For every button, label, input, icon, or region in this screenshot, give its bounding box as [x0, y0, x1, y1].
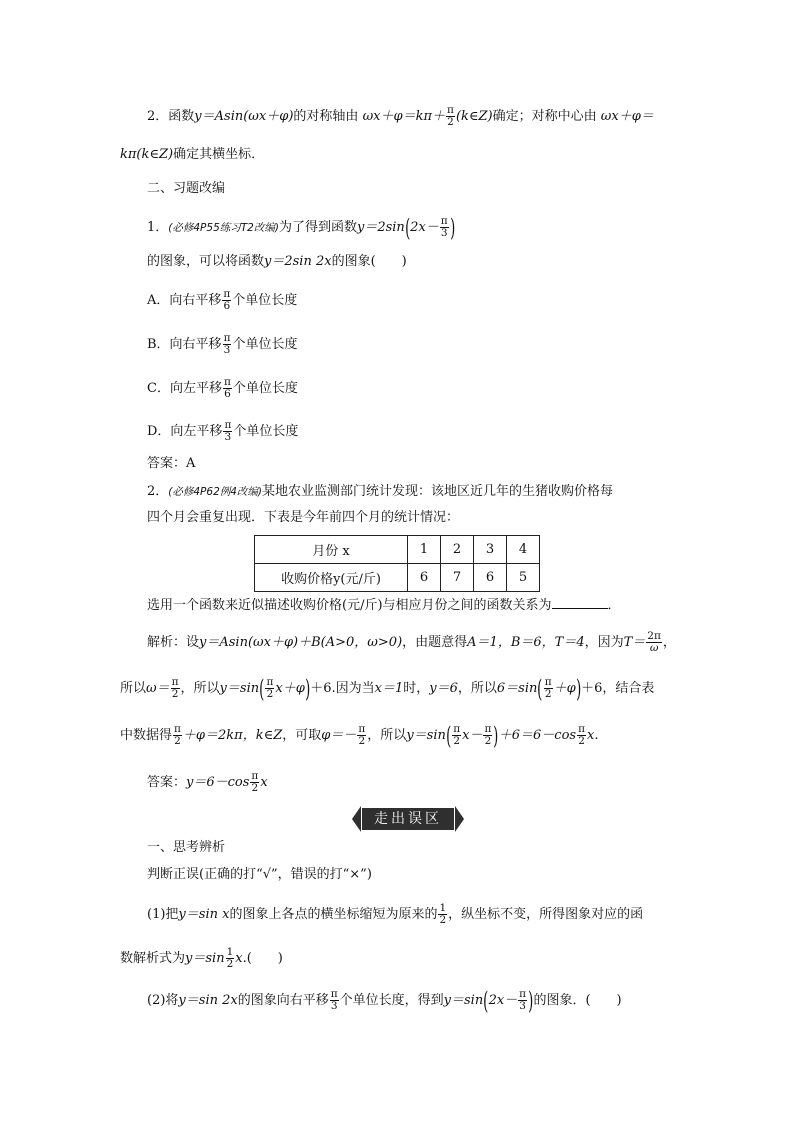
question-1-stem-cont	[147, 253, 407, 271]
answer-blank	[552, 594, 608, 609]
section-heading-exercises: 二、习题改编	[147, 181, 226, 196]
option-c: C．向左平移 $\frac{\pi}{6}$ 个单位长度	[147, 376, 298, 400]
banner-left-arrow-icon	[352, 806, 361, 832]
fraction-2pi-over-omega: $\frac{2\pi}{\omega}$	[647, 630, 661, 654]
answer-2: 答案：y＝6－cos $\frac{\pi}{2}$ x	[147, 770, 268, 794]
item-number: 2．	[147, 109, 169, 124]
fraction-pi-over-3: $\frac{\pi}{3}$	[440, 215, 448, 239]
question-1-stem: 1．(必修4P55练习T2改编)为了得到函数y＝2sin(2x－ $\frac{\pi}{3}$ )	[147, 213, 455, 242]
judge-item-1: (1)把y＝sin x的图象上各点的横坐标缩短为原来的 $\frac{1}{2}$ ，纵坐标不变，所得图象对应的函	[147, 902, 644, 926]
table-cell: 2	[441, 536, 474, 564]
solution-line-3: 中数据得 $\frac{\pi}{2}$ ＋φ＝2kπ，k∈Z，可取φ＝－ $\frac{\pi}{2}$ ，所以y＝sin( $\frac{\pi}{2}$ x－ $\frac{\pi}{2}$ )＋6＝6－cos $\frac{\pi}{2}$ x.	[120, 721, 599, 750]
section-banner	[352, 806, 464, 832]
text: 函数	[168, 109, 195, 124]
formula: ωx＋φ＝	[600, 109, 654, 124]
text: 确定；对称中心由	[492, 109, 597, 124]
question-2-prompt: 选用一个函数来近似描述收购价格(元/斤)与相应月份之间的函数关系为 ．	[147, 594, 621, 615]
formula: y＝2sin	[356, 220, 405, 235]
source-note: (必修4P55练习T2改编)	[168, 222, 279, 234]
option-a: A．向右平移 $\frac{\pi}{6}$ 个单位长度	[147, 288, 298, 312]
solution-line-2: 所以ω＝ $\frac{\pi}{2}$ ，所以y＝sin( $\frac{\pi}{2}$ x＋φ)＋6.因为当x＝1时，y＝6，所以6＝sin( $\frac{\pi}{2}$ ＋φ)＋6，结合表	[120, 674, 655, 703]
intro-line-2	[120, 146, 264, 164]
option-d: D．向左平移 $\frac{\pi}{3}$ 个单位长度	[147, 419, 299, 443]
text: 某地农业监测部门统计发现：该地区近几年的生猪收购价格每	[262, 484, 614, 499]
fraction: $\frac{\pi}{6}$	[223, 288, 231, 312]
table-cell: 6	[474, 564, 507, 592]
fraction: $\frac{\pi}{6}$	[223, 376, 231, 400]
formula: (k∈Z)	[455, 109, 493, 124]
table-cell: 6	[408, 564, 441, 592]
formula: kπ(k∈Z)	[120, 147, 174, 162]
table-cell: 5	[507, 564, 540, 592]
judge-item-1-cont: 数解析式为y＝sin $\frac{1}{2}$ x.( )	[120, 946, 283, 970]
table-header-cell: 收购价格y(元/斤)	[255, 564, 408, 592]
formula: y＝Asin(ωx＋φ)	[194, 109, 294, 124]
fraction-one-half: $\frac{1}{2}$	[439, 902, 447, 926]
fraction: $\frac{\pi}{3}$	[224, 419, 232, 443]
formula: ωx＋φ＝kπ＋	[362, 109, 446, 124]
table-cell: 7	[441, 564, 474, 592]
text: 的图象( )	[331, 254, 407, 269]
item-number: 2．	[147, 484, 169, 499]
table-cell: 3	[474, 536, 507, 564]
table-row	[255, 564, 540, 592]
section-heading-thinking: 一、思考辨析	[147, 840, 226, 855]
instruction-text: 判断正误(正确的打“√”，错误的打“×”)	[147, 867, 372, 882]
question-2-stem	[147, 483, 613, 501]
judge-item-2: (2)将y＝sin 2x的图象向右平移 $\frac{\pi}{3}$ 个单位长度，得到y＝sin(2x－ $\frac{\pi}{3}$ )的图象．( )	[147, 986, 622, 1015]
option-b: B．向右平移 $\frac{\pi}{3}$ 个单位长度	[147, 332, 298, 356]
answer-1: 答案：A	[147, 456, 196, 471]
fraction: $\frac{\pi}{3}$	[223, 332, 231, 356]
formula: 2x－	[410, 220, 439, 235]
table-header-cell: 月份 x	[255, 536, 408, 564]
item-number: 1．	[147, 220, 169, 235]
text: 确定其横坐标．	[173, 147, 265, 162]
text: 的对称轴由	[293, 109, 359, 124]
solution-line-1: 解析：设y＝Asin(ωx＋φ)＋B(A>0，ω>0)，由题意得A＝1，B＝6，T＝4，因为T＝ $\frac{2\pi}{\omega}$ ，	[147, 630, 676, 654]
table-cell: 1	[408, 536, 441, 564]
banner-label: 走出误区	[362, 808, 454, 830]
price-table	[254, 535, 540, 592]
table-row	[255, 536, 540, 564]
intro-line-1	[147, 105, 654, 128]
source-note: (必修4P62例4改编)	[168, 486, 263, 498]
text: 为了得到函数	[278, 220, 357, 235]
text: 的图象，可以将函数	[147, 254, 265, 269]
banner-right-arrow-icon	[455, 806, 464, 832]
question-2-stem-cont: 四个月会重复出现．下表是今年前四个月的统计情况：	[147, 510, 460, 525]
table-cell: 4	[507, 536, 540, 564]
formula: y＝2sin 2x	[264, 254, 332, 269]
fraction-pi-over-2: $\frac{\pi}{2}$	[447, 104, 454, 128]
